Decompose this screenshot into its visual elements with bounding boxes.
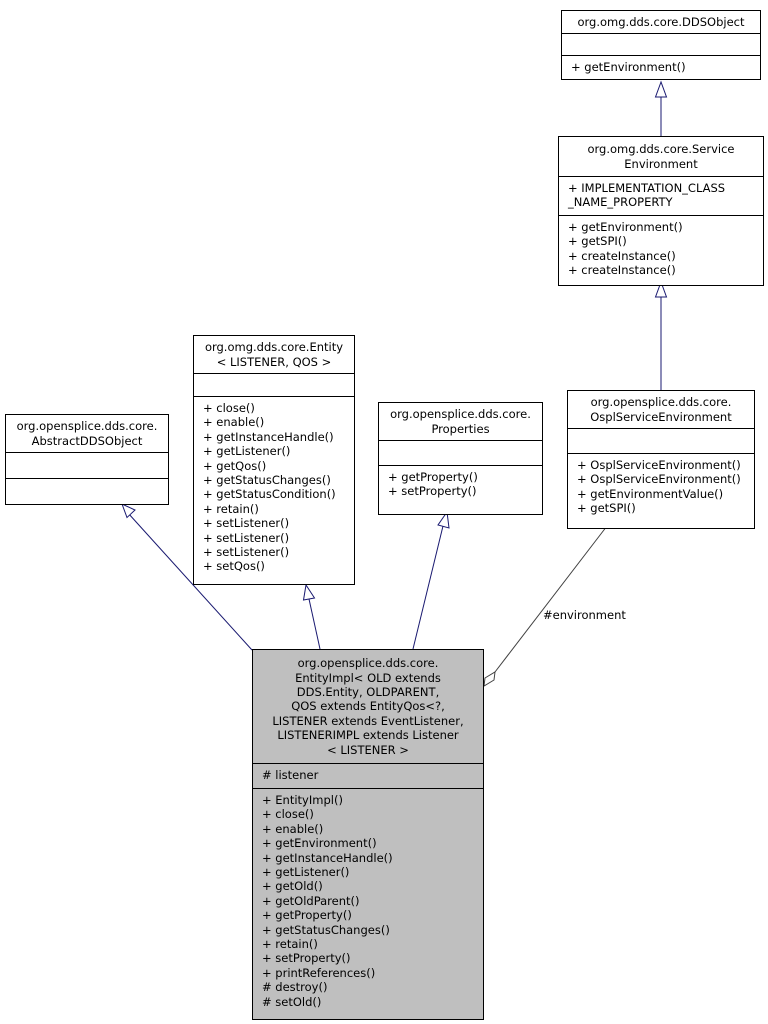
class-methods — [194, 396, 354, 584]
method-item: + setProperty() — [262, 951, 351, 966]
class-attributes — [194, 373, 354, 396]
class-title-line: < LISTENER > — [327, 742, 409, 757]
method-item: + printReferences() — [262, 965, 376, 980]
edge-entity-impl-to-entity — [309, 599, 320, 649]
method-item: + createInstance() — [568, 263, 676, 278]
class-abstract-dds-object — [5, 414, 169, 505]
method-item: + getOldParent() — [262, 893, 360, 908]
method-item: + enable() — [203, 415, 265, 430]
class-attributes — [559, 176, 763, 215]
method-item: + setListener() — [203, 545, 290, 560]
class-title — [194, 336, 354, 373]
class-methods — [562, 55, 760, 79]
method-item: + setListener() — [203, 530, 290, 545]
class-title — [562, 11, 760, 33]
method-item: + enable() — [262, 821, 324, 836]
method-item: + getStatusChanges() — [203, 473, 331, 488]
class-service-environment — [558, 136, 764, 286]
class-attributes — [562, 33, 760, 55]
method-item: + close() — [262, 807, 314, 822]
method-item: + setProperty() — [388, 484, 477, 499]
class-title-line: LISTENER extends EventListener, — [272, 713, 464, 728]
class-attributes — [6, 452, 168, 478]
class-methods — [253, 788, 483, 1019]
method-item: # setOld() — [262, 994, 322, 1009]
method-item: + OsplServiceEnvironment() — [577, 472, 741, 487]
method-item: # destroy() — [262, 980, 328, 995]
method-item: + getProperty() — [262, 908, 352, 923]
method-item: + getStatusCondition() — [203, 487, 336, 502]
class-title-line: org.opensplice.dds.core. — [297, 656, 439, 671]
class-methods — [379, 465, 542, 514]
class-properties — [378, 402, 543, 515]
method-item: + getStatusChanges() — [262, 922, 390, 937]
method-item: + getEnvironment() — [571, 60, 686, 74]
method-item: + getInstanceHandle() — [262, 850, 393, 865]
method-item: + getQos() — [203, 458, 267, 473]
method-item: + getInstanceHandle() — [203, 429, 334, 444]
method-item: + getSPI() — [568, 234, 627, 249]
class-title-line: Environment — [624, 156, 698, 171]
class-title-line: AbstractDDSObject — [31, 433, 143, 448]
attribute-item: _NAME_PROPERTY — [568, 195, 673, 210]
method-item: + setListener() — [203, 516, 290, 531]
method-item: + getEnvironment() — [262, 836, 377, 851]
class-title-line: org.opensplice.dds.core. — [590, 395, 732, 410]
class-attributes — [379, 440, 542, 465]
method-item: + getListener() — [262, 865, 350, 880]
method-item: + getListener() — [203, 444, 291, 459]
edge-entity-impl-to-properties — [413, 526, 443, 649]
inheritance-arrowhead — [304, 585, 315, 600]
class-dds-object — [561, 10, 761, 80]
class-title — [559, 137, 763, 176]
method-item: + setQos() — [203, 559, 265, 574]
class-title-line: Properties — [431, 421, 490, 436]
class-methods — [559, 215, 763, 285]
method-item: + getOld() — [262, 879, 323, 894]
class-title — [6, 415, 168, 452]
class-entity — [193, 335, 355, 585]
class-entity-impl — [252, 649, 484, 1020]
inheritance-arrowhead — [122, 504, 135, 518]
method-item: + retain() — [203, 501, 259, 516]
inheritance-arrowhead — [656, 82, 667, 97]
attribute-item: # listener — [262, 768, 319, 782]
class-title-line: LISTENERIMPL extends Listener — [277, 728, 459, 743]
method-item: + createInstance() — [568, 248, 676, 263]
class-title-line: OsplServiceEnvironment — [590, 409, 732, 424]
class-title-line: org.omg.dds.core.Service — [587, 142, 735, 157]
aggregation-diamond — [484, 672, 495, 686]
class-attributes — [568, 428, 754, 453]
environment-edge-label: #environment — [543, 608, 626, 622]
class-title-line: org.opensplice.dds.core. — [390, 407, 531, 422]
method-item: + getSPI() — [577, 501, 636, 516]
attribute-item: + IMPLEMENTATION_CLASS — [568, 181, 726, 195]
class-title-line: org.omg.dds.core.Entity — [204, 340, 344, 355]
class-title — [253, 650, 483, 763]
class-ospl-service-environment — [567, 390, 755, 529]
method-item: + OsplServiceEnvironment() — [577, 458, 741, 472]
method-item: + getEnvironment() — [568, 220, 683, 234]
method-item: + getEnvironmentValue() — [577, 486, 724, 501]
class-title-line: < LISTENER, QOS > — [216, 354, 332, 369]
class-title — [379, 403, 542, 440]
method-item: + retain() — [262, 937, 318, 952]
class-methods — [568, 453, 754, 528]
class-title-line: QOS extends EntityQos<?, — [291, 699, 445, 714]
edge-environment-association — [495, 526, 607, 672]
class-methods — [6, 478, 168, 504]
class-title — [568, 391, 754, 428]
class-title-line: org.opensplice.dds.core. — [16, 419, 158, 434]
method-item: + EntityImpl() — [262, 793, 343, 807]
class-title-line: DDS.Entity, OLDPARENT, — [296, 684, 440, 699]
class-title-line: EntityImpl< OLD extends — [295, 670, 441, 685]
method-item: + close() — [203, 401, 255, 415]
class-attributes — [253, 763, 483, 788]
method-item: + getProperty() — [388, 470, 478, 484]
class-title-line: org.omg.dds.core.DDSObject — [577, 14, 745, 29]
